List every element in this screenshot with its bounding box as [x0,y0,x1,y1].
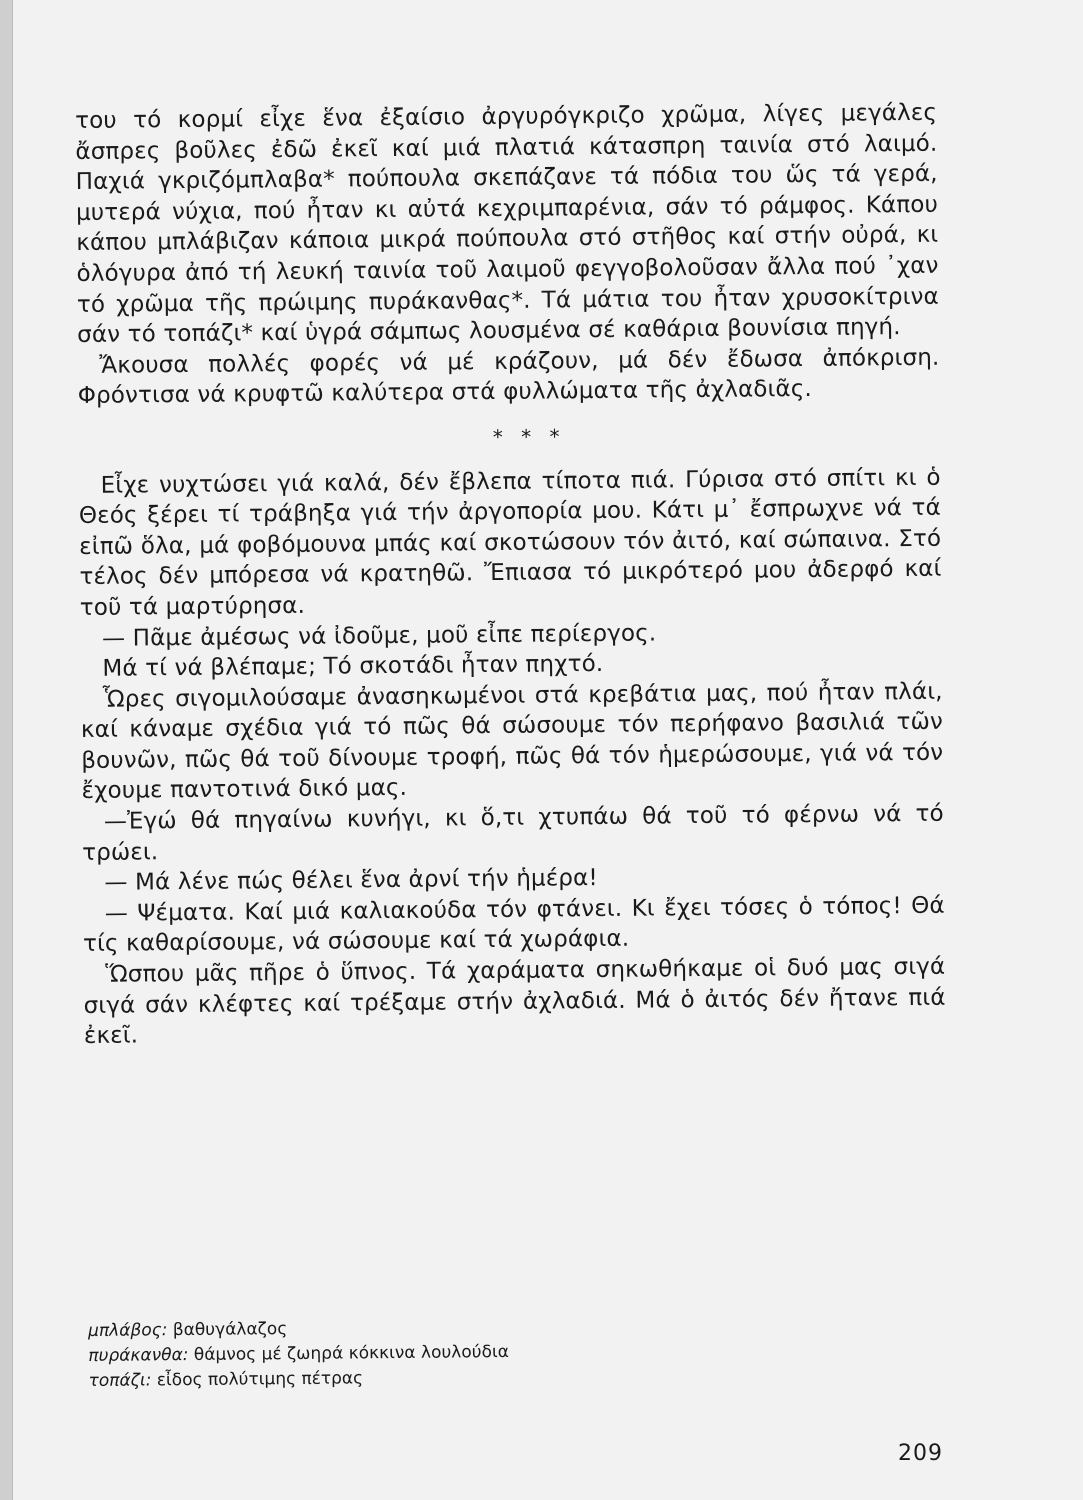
dialogue-line: —Ἐγώ θά πηγαίνω κυνήγι, κι ὅ,τι χτυπάω θά τοῦ τό φέρνω νά τό τρώει. [82,800,944,866]
dialogue-line: — Μά λένε πώς θέλει ἕνα ἀρνί τήν ἡμέρα! [104,865,598,897]
footnotes [88,1313,689,1394]
footnote-definition: εἶδος πολύτιμης πέτρας [156,1368,364,1391]
paragraph: Εἶχε νυχτώσει γιά καλά, δέν ἔβλεπα τίποτα πιά. Γύρισα στό σπίτι κι ὁ Θεός ξέρει τί τράβηξα γιά τήν ἀργοπορία μου. Κάτι μ᾽ ἔσπρωχνε νά τά εἰπῶ ὅλα, μά φοβόμουνα μπάς καί σκοτώσουν τόν ἀιτό, καί σώπαινα. Στό τέλος δέν μπόρεσα νά κρατηθῶ. Ἔπιασα τό μικρότερό μου ἀδερφό καί τοῦ τά μαρτύρησα. [78,464,942,621]
section-two [78,462,946,1052]
page-edge [0,0,13,1500]
body-text [75,98,946,1052]
paragraph: Ἄκουσα πολλές φορές νά μέ κράζουν, μά δέν ἔδωσα ἀπόκριση. Φρόντισα νά κρυφτῶ καλύτερα στά φυλλώματα τῆς ἀχλαδιᾶς. [77,344,940,410]
dialogue-line: — Ψέματα. Καί μιά καλιακούδα τόν φτάνει. Κι ἔχει τόσες ὁ τόπος! Θά τίς καθαρίσουμε, νά σώσουμε καί τά χωράφια. [82,892,945,958]
footnote-term: μπλάβος: [88,1320,168,1341]
footnote-definition: βαθυγάλαζος [172,1319,288,1341]
paragraph: του τό κορμί εἶχε ἕνα ἐξαίσιο ἀργυρόγκριζο χρῶμα, λίγες μεγάλες ἄσπρες βοῦλες ἐδῶ ἐκεῖ καί μιά πλατιά κάτασπρη ταινία στό λαιμό. Παχιά γκριζόμπλαβα* πούπουλα σκεπάζανε τά πόδια του ὥς τά γερά, μυτερά νύχια, πού ἦταν κι αὐτά κεχριμπαρένια, σάν τό ράμφος. Κάπου κάπου μπλάβιζαν κάποια μικρά πούπουλα στό στῆθος καί στήν οὐρά, κι ὁλόγυρα ἀπό τή λευκή ταινία τοῦ λαιμοῦ φεγγοβολοῦσαν ἄλλα πού ᾽χαν τό χρῶμα τῆς πρώιμης πυράκανθας*. Τά μάτια του ἦταν χρυσοκίτρινα σάν τό τοπάζι* καί ὑγρά σάμπως λουσμένα σέ καθάρια βουνίσια πηγή. [75,99,939,349]
footnote-definition: θάμνος μέ ζωηρά κόκκινα λουλούδια [193,1341,510,1365]
footnote-term: πυράκανθα: [88,1345,189,1366]
footnote-term: τοπάζι: [88,1370,152,1391]
page-number: 209 [898,1441,943,1466]
section-separator: * * * [492,424,566,449]
dialogue-line: — Πᾶμε ἀμέσως νά ἰδοῦμε, μοῦ εἶπε περίεργος. [101,619,657,652]
footnote [88,1363,688,1394]
book-page [13,0,1083,1500]
paragraph: Ὧρες σιγομιλούσαμε ἀνασηκωμένοι στά κρεβάτια μας, πού ἦταν πλάι, καί κάναμε σχέδια γιά τό πῶς θά σώσουμε τόν περήφανο βασιλιά τῶν βουνῶν, πῶς θά τοῦ δίνουμε τροφή, πῶς θά τόν ἡμερώσουμε, γιά νά τόν ἔχουμε παντοτινά δικό μας. [80,678,944,805]
paragraph: Μά τί νά βλέπαμε; Τό σκοτάδι ἦταν πηχτό. [102,651,604,682]
paragraph: Ὥσπου μᾶς πῆρε ὁ ὕπνος. Τά χαράματα σηκωθήκαμε οἱ δυό μας σιγά σιγά σάν κλέφτες καί τρέξαμε στήν ἀχλαδιά. Μά ὁ ἀιτός δέν ἤτανε πιά ἐκεῖ. [83,953,946,1050]
